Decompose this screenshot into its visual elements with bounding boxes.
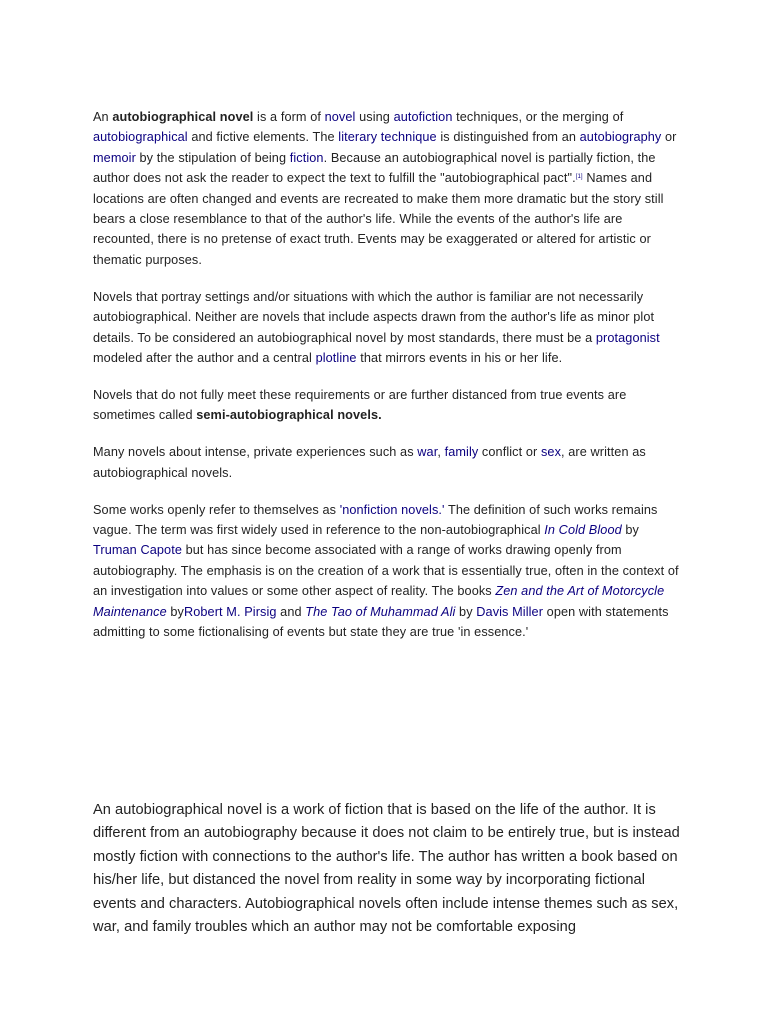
link-war[interactable]: war: [417, 445, 438, 460]
paragraph-themes: [93, 442, 683, 483]
link-novel[interactable]: novel: [324, 110, 356, 124]
paragraph-definition: [93, 107, 683, 270]
term-autobiographical-novel: autobiographical novel: [112, 110, 254, 124]
text: using: [355, 110, 394, 124]
text: is a form of: [253, 110, 325, 124]
text: or: [661, 130, 677, 145]
paragraph-nonfiction-novels: [93, 500, 683, 643]
text: is distinguished from an: [436, 130, 580, 145]
link-in-cold-blood[interactable]: In Cold Blood: [544, 522, 622, 537]
essay-paragraph: An autobiographical novel is a work of fiction that is based on the life of the author. It is different from an autobiography because it does not claim to be entirely true, but is instead mostly fiction with connections to the author's life. The author has written a book based on his/her life, but distanced the novel from reality in some way by incorporating fictional events and characters. Autobiographical novels often include intense themes such as sex, war, and family troubles which an author may not be comfortable exposing: [93, 802, 680, 936]
text: Some works openly refer to themselves as: [93, 502, 340, 517]
essay-excerpt: [93, 799, 683, 939]
link-memoir[interactable]: memoir: [93, 150, 136, 165]
text: by: [166, 604, 184, 619]
link-family[interactable]: family: [444, 445, 479, 460]
text: open with statements admitting to some fictionalising of events but state they are true 'in essence.': [93, 604, 669, 639]
text: Novels that do not fully meet these requirements or are further distanced from true events are sometimes called: [93, 387, 627, 423]
link-autobiographical[interactable]: autobiographical: [93, 130, 188, 145]
reference-1[interactable]: [1]: [575, 174, 583, 181]
text: , are written as autobiographical novels.: [93, 445, 646, 480]
text: but has since become associated with a range of works drawing openly from autobiography. The emphasis is on the creation of a work that is essentially true, often in the context of an investigation into values or some other aspect of reality. The books: [93, 543, 679, 599]
text: conflict or: [478, 445, 541, 460]
paragraph-semi-autobiographical: [93, 385, 683, 426]
link-tao-of-muhammad-ali[interactable]: The Tao of Muhammad Ali: [305, 604, 456, 619]
text: and fictive elements. The: [187, 130, 339, 145]
link-nonfiction-novels[interactable]: 'nonfiction novels.': [339, 502, 445, 517]
link-literary-technique[interactable]: literary technique: [338, 130, 437, 145]
link-davis-miller[interactable]: Davis Miller: [476, 604, 544, 619]
text: modeled after the author and a central: [93, 350, 316, 365]
link-plotline[interactable]: plotline: [315, 350, 357, 365]
text: techniques, or the merging of: [452, 110, 624, 124]
link-truman-capote[interactable]: Truman Capote: [93, 543, 182, 558]
text: by: [621, 522, 639, 537]
text: Many novels about intense, private experiences such as: [93, 445, 418, 460]
text: by: [455, 604, 477, 619]
text: Names and locations are often changed and events are recreated to make them more dramatic but the story still bears a close resemblance to that of the author's life. While the events of the author's life are recounted, there is no pretense of exact truth. Events may be exaggerated or altered for artistic or thematic purposes.: [93, 171, 664, 267]
link-fiction[interactable]: fiction: [289, 150, 324, 165]
link-autofiction[interactable]: autofiction: [393, 110, 453, 124]
link-protagonist[interactable]: protagonist: [595, 330, 660, 345]
wiki-excerpt: [93, 107, 683, 659]
link-robert-pirsig[interactable]: Robert M. Pirsig: [183, 604, 277, 619]
text: Novels that portray settings and/or situations with which the author is familiar are not necessarily autobiographical. Neither are novels that include aspects drawn from the author's life as minor plot details. To be considered an autobiographical novel by most standards, there must be a: [93, 289, 655, 345]
text: that mirrors events in his or her life.: [356, 350, 563, 365]
link-zen-and-the-art[interactable]: Zen and the Art of Motorcycle Maintenance: [93, 584, 665, 619]
text: and: [276, 604, 306, 619]
text: The definition of such works remains vague. The term was first widely used in reference to the non-autobiographical: [93, 502, 658, 537]
text: An: [93, 110, 113, 124]
link-autobiography[interactable]: autobiography: [579, 130, 662, 145]
text: ,: [437, 445, 445, 460]
text: by the stipulation of being: [135, 150, 290, 165]
text: . Because an autobiographical novel is partially fiction, the author does not ask the reader to expect the text to fulfill the "autobiographical pact".: [93, 150, 656, 186]
term-semi-autobiographical: semi-autobiographical novels.: [196, 408, 382, 423]
paragraph-criteria: [93, 287, 683, 369]
link-sex[interactable]: sex: [540, 445, 562, 460]
